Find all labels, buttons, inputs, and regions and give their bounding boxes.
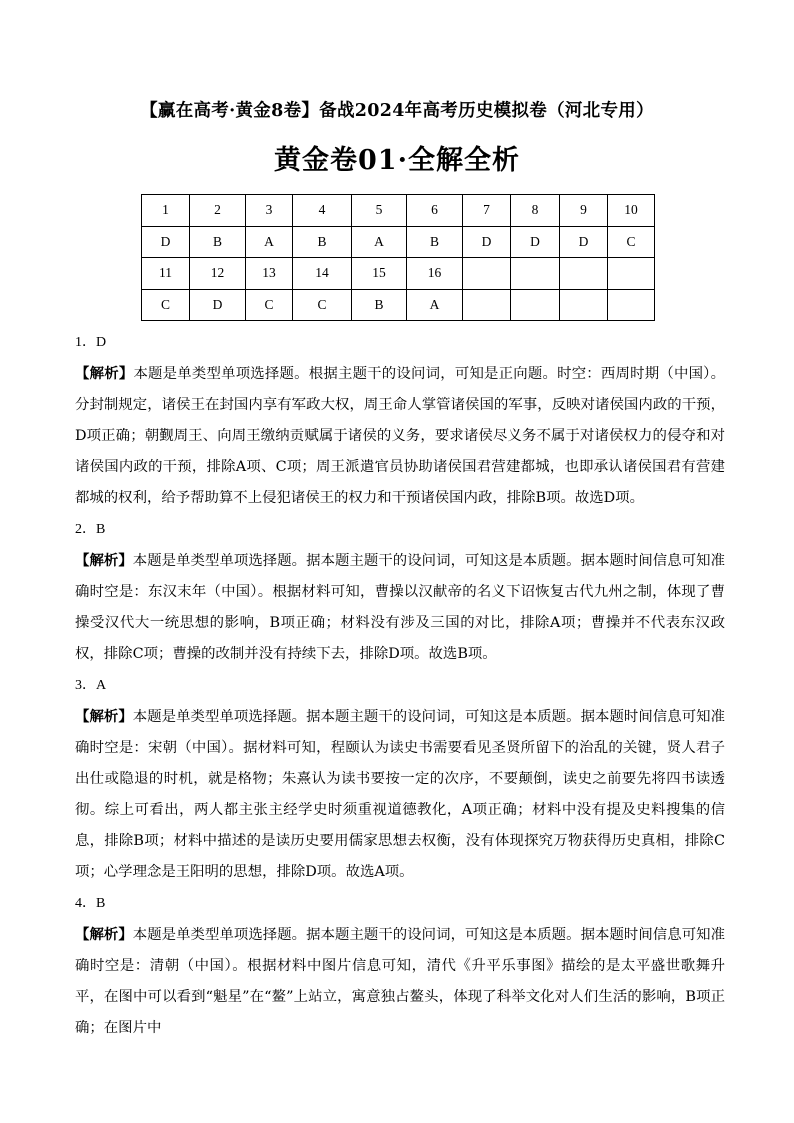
analysis-text: 本题是单类型单项选择题。根据主题干的设问词，可知是正向题。时空：西周时期（中国）。分封制规定，诸侯王在封国内享有军政大权，周王命人掌管诸侯国的军事，反映对诸侯国内政的干预，D项正确；朝觐周王、向周王缴纳贡赋属于诸侯的义务，要求诸侯尽义务不属于对诸侯权力的侵夺和对诸侯国内政的干预，排除A项、C项；周王派遣官员协助诸侯国君营建都城，也即承认诸侯国君有营建都城的权利，给予帮助算不上侵犯诸侯王的权力和干预诸侯国内政，排除B项。故选D项。 bbox=[75, 366, 725, 506]
table-row bbox=[142, 258, 655, 290]
table-cell: 2 bbox=[190, 195, 246, 227]
table-cell: 4 bbox=[293, 195, 352, 227]
analysis-section bbox=[75, 327, 725, 1044]
analysis-text: 本题是单类型单项选择题。据本题主题干的设问词，可知这是本质题。据本题时间信息可知准确时空是：东汉末年（中国）。根据材料可知，曹操以汉献帝的名义下诏恢复古代九州之制，体现了曹操受汉代大一统思想的影响，B项正确；材料没有涉及三国的对比，排除A项；曹操并不代表东汉政权，排除C项；曹操的改制并没有持续下去，排除D项。故选B项。 bbox=[75, 553, 725, 662]
analysis-text: 本题是单类型单项选择题。据本题主题干的设问词，可知这是本质题。据本题时间信息可知准确时空是：清朝（中国）。根据材料中图片信息可知，清代《升平乐事图》描绘的是太平盛世歌舞升平，在图中可以看到“魁星”在“鳌”上站立，寓意独占鳌头，体现了科举文化对人们生活的影响，B项正确；在图片中 bbox=[75, 927, 725, 1036]
table-cell: C bbox=[608, 226, 655, 258]
table-cell: C bbox=[142, 289, 190, 321]
table-row bbox=[142, 289, 655, 321]
analysis-tag: 【解析】 bbox=[75, 552, 133, 569]
analysis-tag: 【解析】 bbox=[75, 365, 134, 382]
table-cell bbox=[511, 289, 560, 321]
table-cell: 15 bbox=[352, 258, 407, 290]
page-title: 黄金卷01·全解全析 bbox=[274, 145, 520, 176]
table-cell: B bbox=[407, 226, 463, 258]
table-cell bbox=[608, 258, 655, 290]
table-cell: 5 bbox=[352, 195, 407, 227]
table-cell: B bbox=[293, 226, 352, 258]
table-cell: D bbox=[142, 226, 190, 258]
table-cell: D bbox=[560, 226, 608, 258]
answer-key-table bbox=[141, 194, 655, 321]
table-cell: A bbox=[246, 226, 293, 258]
table-cell: 12 bbox=[190, 258, 246, 290]
table-cell: B bbox=[190, 226, 246, 258]
table-cell: 3 bbox=[246, 195, 293, 227]
table-cell: D bbox=[463, 226, 511, 258]
table-row bbox=[142, 195, 655, 227]
analysis-tag: 【解析】 bbox=[75, 708, 133, 725]
question-analysis bbox=[75, 545, 725, 670]
table-cell: 7 bbox=[463, 195, 511, 227]
table-cell: A bbox=[352, 226, 407, 258]
question-number: 2．B bbox=[75, 522, 106, 537]
table-cell: C bbox=[293, 289, 352, 321]
question-analysis bbox=[75, 919, 725, 1044]
table-cell: D bbox=[511, 226, 560, 258]
table-cell: 6 bbox=[407, 195, 463, 227]
table-cell bbox=[560, 258, 608, 290]
table-cell: C bbox=[246, 289, 293, 321]
table-cell: B bbox=[352, 289, 407, 321]
table-cell: 8 bbox=[511, 195, 560, 227]
table-row bbox=[142, 226, 655, 258]
table-cell: 1 bbox=[142, 195, 190, 227]
exam-series-title: 【赢在高考·黄金8卷】备战2024年高考历史模拟卷（河北专用） bbox=[140, 101, 654, 121]
table-cell: D bbox=[190, 289, 246, 321]
table-cell bbox=[511, 258, 560, 290]
question-analysis bbox=[75, 701, 725, 888]
table-cell bbox=[463, 289, 511, 321]
question-number: 3．A bbox=[75, 678, 107, 693]
table-cell: 10 bbox=[608, 195, 655, 227]
table-cell bbox=[463, 258, 511, 290]
table-cell bbox=[560, 289, 608, 321]
table-cell: 14 bbox=[293, 258, 352, 290]
question-number: 1．D bbox=[75, 335, 107, 350]
question-number: 4．B bbox=[75, 896, 106, 911]
table-cell: A bbox=[407, 289, 463, 321]
analysis-tag: 【解析】 bbox=[75, 926, 133, 943]
question-analysis bbox=[75, 358, 725, 514]
table-cell: 13 bbox=[246, 258, 293, 290]
table-cell: 16 bbox=[407, 258, 463, 290]
table-cell bbox=[608, 289, 655, 321]
table-cell: 11 bbox=[142, 258, 190, 290]
table-cell: 9 bbox=[560, 195, 608, 227]
analysis-text: 本题是单类型单项选择题。据本题主题干的设问词，可知这是本质题。据本题时间信息可知准确时空是：宋朝（中国）。据材料可知，程颐认为读史书需要看见圣贤所留下的治乱的关键，贤人君子出仕或隐退的时机，就是格物；朱熹认为读书要按一定的次序，不要颠倒，读史之前要先将四书读透彻。综上可看出，两人都主张主经学史时须重视道德教化，A项正确；材料中没有提及史料搜集的信息，排除B项；材料中描述的是读历史要用儒家思想去权衡，没有体现探究万物获得历史真相，排除C项；心学理念是王阳明的思想，排除D项。故选A项。 bbox=[75, 709, 725, 880]
